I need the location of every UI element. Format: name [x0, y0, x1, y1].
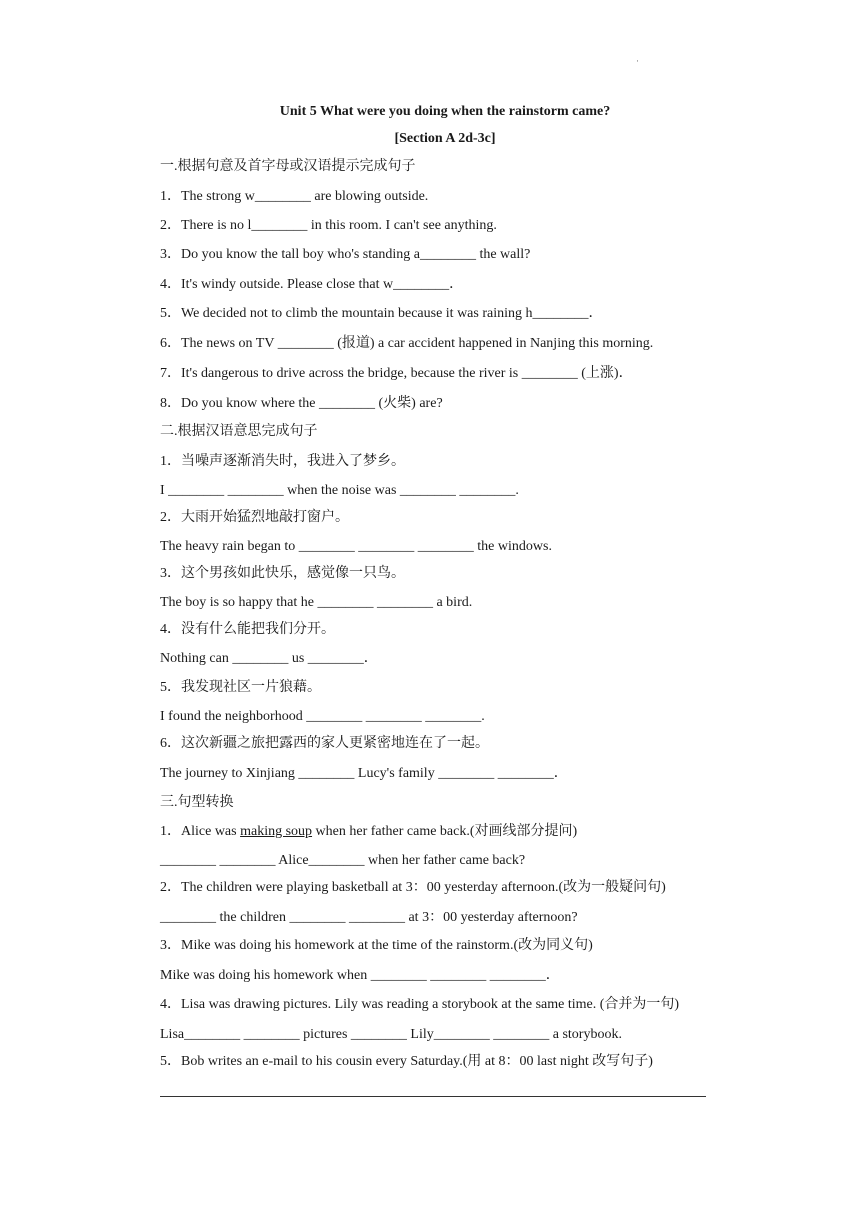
s2-english-answer: I ________ ________ when the noise was ________ ________.: [160, 483, 519, 498]
s3-question: 5．Bob writes an e-mail to his cousin every Saturday.(用 at 8：00 last night 改写句子): [160, 1054, 653, 1069]
s2-chinese-prompt: 3．这个男孩如此快乐，感觉像一只鸟。: [160, 566, 405, 581]
s3-answer: ________ ________ Alice________ when her father came back?: [160, 853, 526, 868]
s3-q1-suffix: when her father came back.(对画线部分提问): [312, 824, 578, 839]
answer-line: [160, 1096, 706, 1097]
s2-english-answer: The journey to Xinjiang ________ Lucy's family ________ ________．: [160, 766, 568, 781]
s1-question: 8．Do you know where the ________ (火柴) are?: [160, 396, 443, 411]
s1-question: 6．The news on TV ________ (报道) a car accident happened in Nanjing this morning.: [160, 336, 654, 351]
s1-question: 5．We decided not to climb the mountain because it was raining h________．: [160, 306, 603, 321]
s2-chinese-prompt: 1．当噪声逐渐消失时，我进入了梦乡。: [160, 454, 405, 469]
s3-answer: ________ the children ________ ________ at 3：00 yesterday afternoon?: [160, 910, 578, 925]
s2-chinese-prompt: 4．没有什么能把我们分开。: [160, 622, 335, 637]
s3-question: 2．The children were playing basketball at 3：00 yesterday afternoon.(改为一般疑问句): [160, 880, 666, 895]
page-title: Unit 5 What were you doing when the rainstorm came?: [279, 104, 611, 119]
section1-heading: 一.根据句意及首字母或汉语提示完成句子: [160, 159, 416, 174]
s3-answer: Lisa________ ________ pictures ________ Lily________ ________ a storybook.: [160, 1027, 622, 1042]
s3-answer: Mike was doing his homework when ________ ________ ________．: [160, 968, 560, 983]
section2-heading: 二.根据汉语意思完成句子: [160, 424, 318, 439]
s2-english-answer: The boy is so happy that he ________ ________ a bird.: [160, 595, 473, 610]
s3-question: [160, 822, 577, 842]
section3-heading: 三.句型转换: [160, 795, 234, 810]
s1-question: 4．It's windy outside. Please close that w________．: [160, 277, 464, 292]
s2-chinese-prompt: 6．这次新疆之旅把露西的家人更紧密地连在了一起。: [160, 736, 489, 751]
s2-chinese-prompt: 5．我发现社区一片狼藉。: [160, 680, 321, 695]
s3-q1-prefix: 1．Alice was: [160, 824, 241, 839]
s3-question: 4．Lisa was drawing pictures. Lily was reading a storybook at the same time. (合并为一句): [160, 997, 680, 1012]
s1-question: 7．It's dangerous to drive across the bridge, because the river is ________ (上涨)．: [160, 366, 633, 381]
s1-question: 2．There is no l________ in this room. I can't see anything.: [160, 218, 497, 233]
s2-english-answer: The heavy rain began to ________ ________ ________ the windows.: [160, 539, 552, 554]
s3-question: 3．Mike was doing his homework at the time of the rainstorm.(改为同义句): [160, 938, 593, 953]
s1-question: 1．The strong w________ are blowing outside.: [160, 189, 429, 204]
s2-chinese-prompt: 2．大雨开始猛烈地敲打窗户。: [160, 510, 349, 525]
s2-english-answer: Nothing can ________ us ________．: [160, 651, 378, 666]
s2-english-answer: I found the neighborhood ________ ________ ________.: [160, 709, 485, 724]
page-subtitle: [Section A 2d-3c]: [394, 131, 496, 146]
header-mark: ·: [636, 56, 639, 66]
s3-q1-underlined: making soup: [240, 824, 313, 839]
s1-question: 3．Do you know the tall boy who's standing a________ the wall?: [160, 247, 531, 262]
